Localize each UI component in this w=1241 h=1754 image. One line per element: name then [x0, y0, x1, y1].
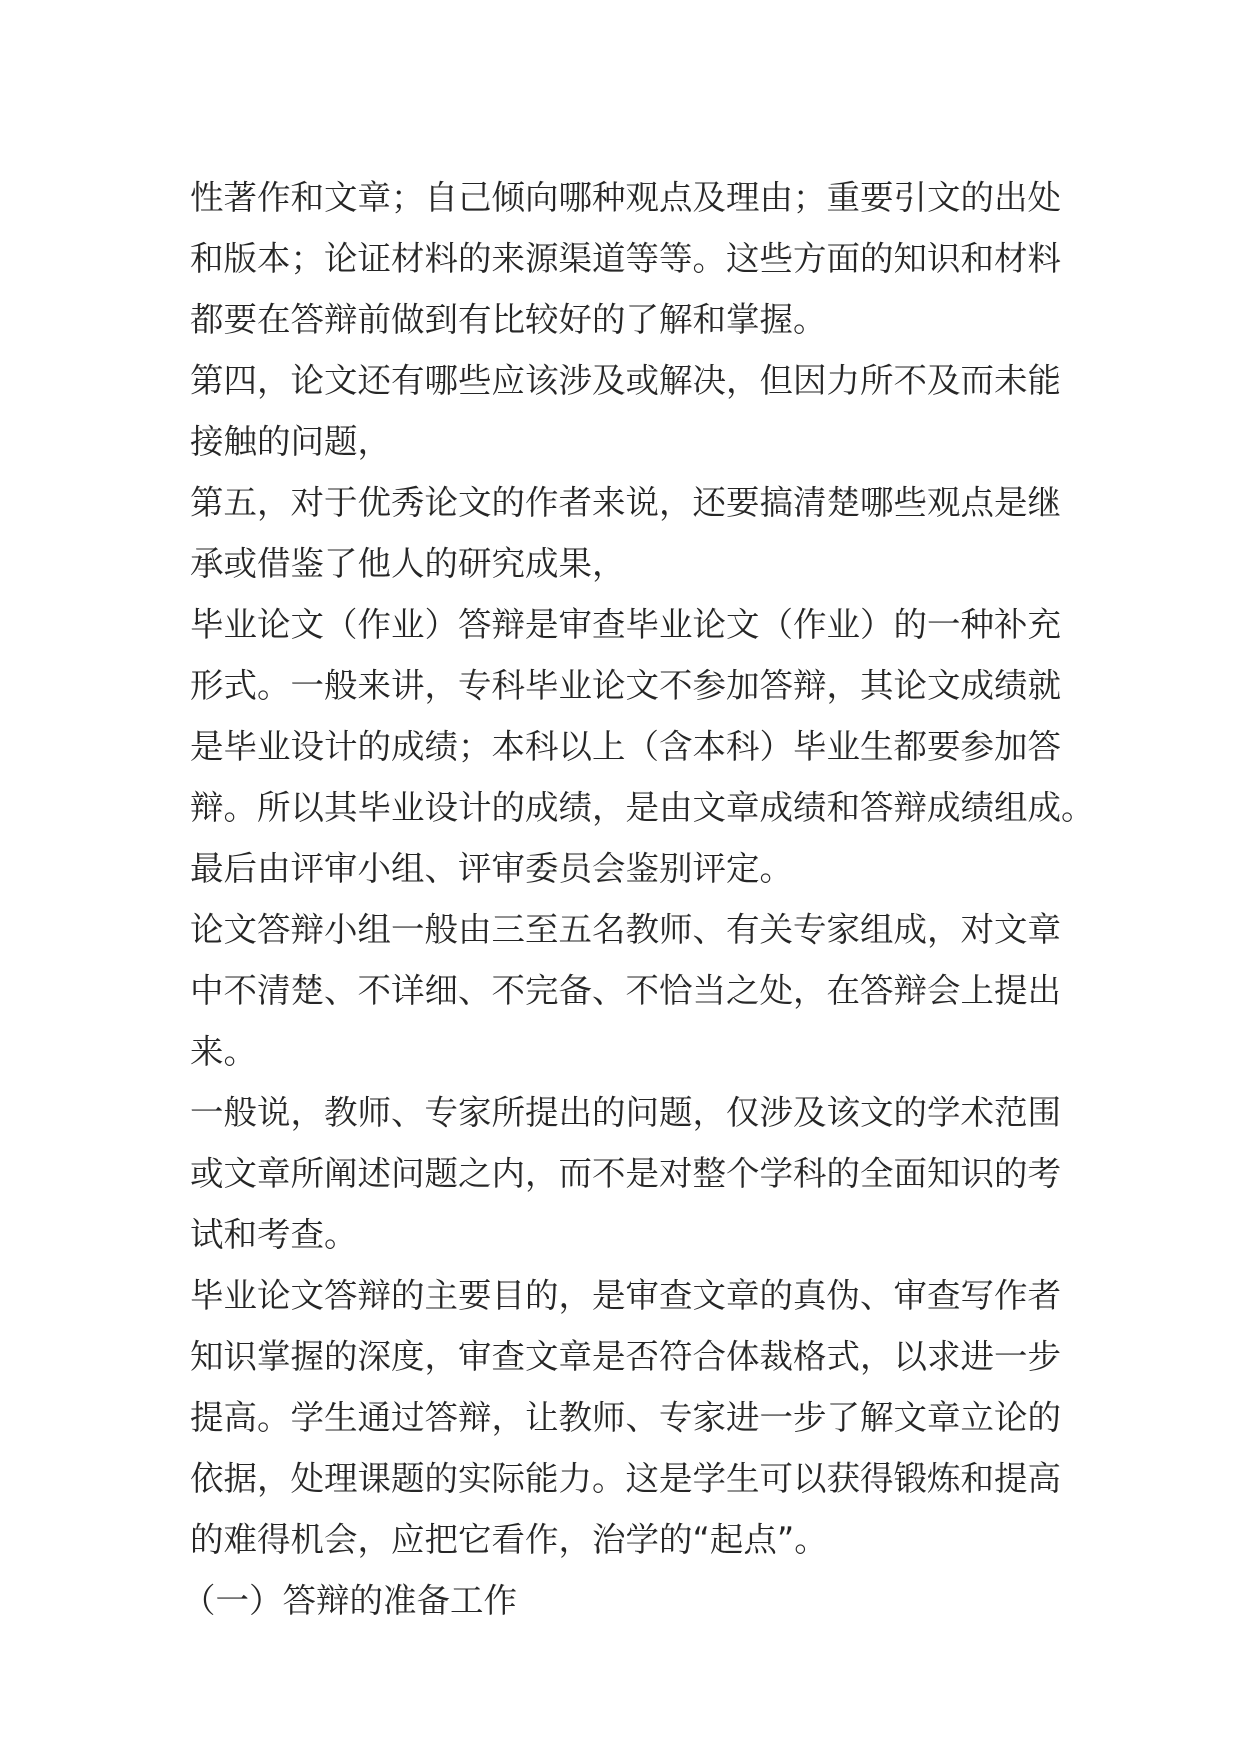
- text-line: 辩。所以其毕业设计的成绩，是由文章成绩和答辩成绩组成。: [190, 788, 1095, 827]
- text-line: 提高。学生通过答辩，让教师、专家进一步了解文章立论的: [190, 1398, 1061, 1437]
- text-line: 毕业论文答辩的主要目的，是审查文章的真伪、审查写作者: [190, 1276, 1061, 1315]
- text-line: 试和考查。: [190, 1215, 358, 1254]
- text-line: 或文章所阐述问题之内，而不是对整个学科的全面知识的考: [190, 1154, 1061, 1193]
- text-line: 承或借鉴了他人的研究成果，: [190, 544, 626, 583]
- text-line: 是毕业设计的成绩；本科以上（含本科）毕业生都要参加答: [190, 727, 1061, 766]
- document-body: [182, 167, 1095, 1631]
- text-line: 中不清楚、不详细、不完备、不恰当之处，在答辩会上提出: [190, 971, 1061, 1010]
- text-line: 第四，论文还有哪些应该涉及或解决，但因力所不及而未能: [190, 361, 1061, 400]
- text-line: 依据，处理课题的实际能力。这是学生可以获得锻炼和提高: [190, 1459, 1061, 1498]
- text-line: 接触的问题，: [190, 422, 391, 461]
- text-line: 论文答辩小组一般由三至五名教师、有关专家组成，对文章: [190, 910, 1061, 949]
- text-line: 形式。一般来讲，专科毕业论文不参加答辩，其论文成绩就: [190, 666, 1061, 705]
- text-line: 的难得机会，应把它看作，治学的“起点”。: [190, 1520, 828, 1559]
- text-line: 最后由评审小组、评审委员会鉴别评定。: [190, 849, 793, 888]
- text-line: 知识掌握的深度，审查文章是否符合体裁格式，以求进一步: [190, 1337, 1061, 1376]
- text-line: 来。: [190, 1032, 257, 1071]
- text-line: 毕业论文（作业）答辩是审查毕业论文（作业）的一种补充: [190, 605, 1061, 644]
- text-line: 第五，对于优秀论文的作者来说，还要搞清楚哪些观点是继: [190, 483, 1061, 522]
- text-line: 都要在答辩前做到有比较好的了解和掌握。: [190, 300, 827, 339]
- section-heading: （一）答辩的准备工作: [182, 1581, 517, 1620]
- text-line: 性著作和文章；自己倾向哪种观点及理由；重要引文的出处: [190, 178, 1061, 217]
- text-line: 一般说，教师、专家所提出的问题，仅涉及该文的学术范围: [190, 1093, 1061, 1132]
- text-line: 和版本；论证材料的来源渠道等等。这些方面的知识和材料: [190, 239, 1061, 278]
